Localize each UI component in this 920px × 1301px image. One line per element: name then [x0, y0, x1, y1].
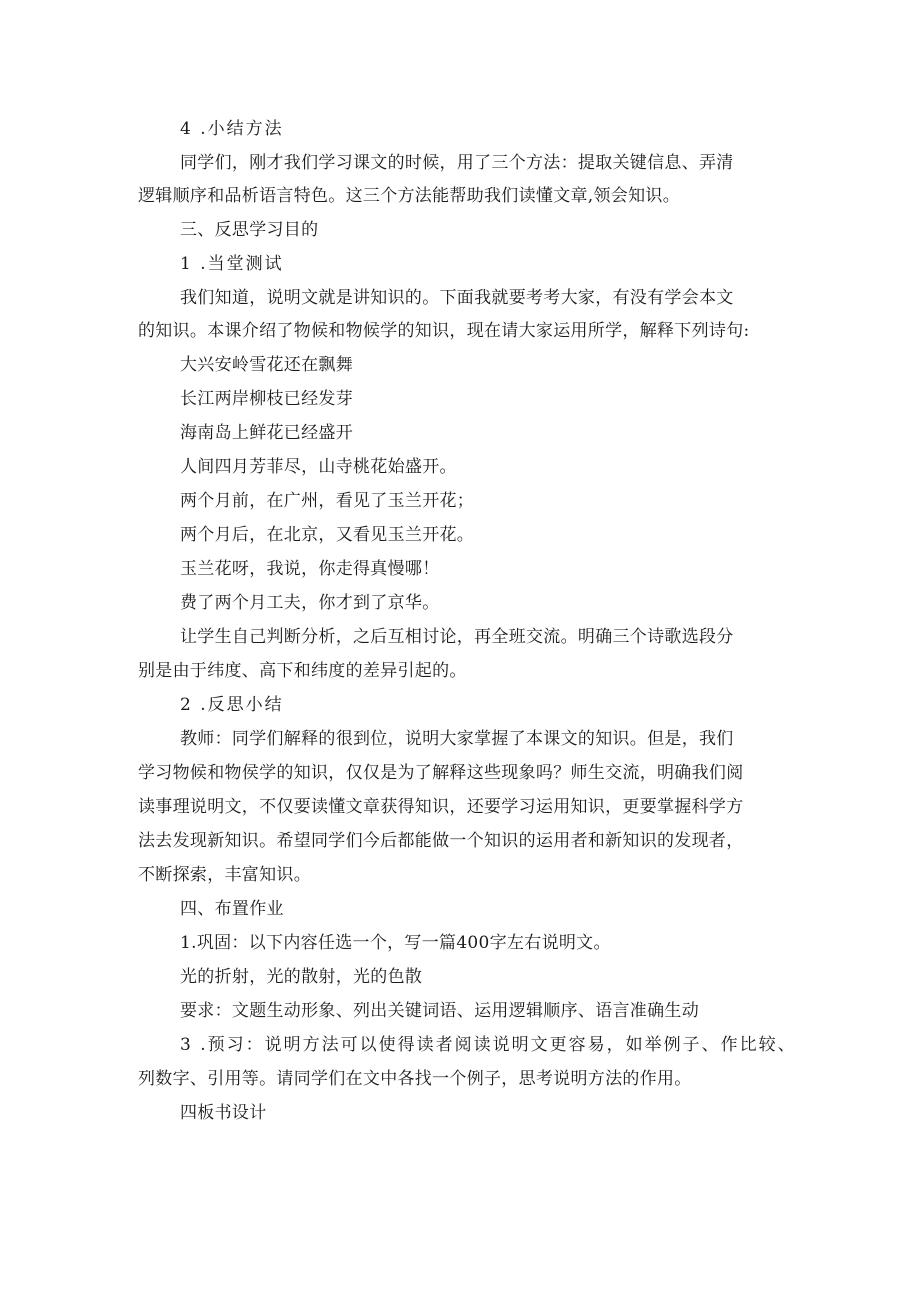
section-heading-board: 四板书设计 [180, 1103, 267, 1123]
paragraph-line: 读事理说明文，不仅要读懂文章获得知识，还要学习运用知识，更要掌握科学方 [138, 797, 744, 817]
subheading-reflection: 2 .反思小结 [180, 695, 284, 715]
paragraph-line: 的知识。本课介绍了物候和物候学的知识，现在请大家运用所学，解释下列诗句: [138, 321, 750, 341]
paragraph-line: 不断探索，丰富知识。 [138, 865, 311, 885]
paragraph-line: 让学生自己判断分析，之后互相讨论，再全班交流。明确三个诗歌选段分 [180, 627, 734, 647]
subheading-quiz: 1 .当堂测试 [180, 254, 284, 274]
homework-topics: 光的折射，光的散射，光的色散 [180, 967, 423, 987]
paragraph-line: 别是由于纬度、高下和纬度的差异引起的。 [138, 661, 467, 681]
poem-line: 海南岛上鲜花已经盛开 [180, 423, 353, 443]
poem-line: 玉兰花呀，我说，你走得真慢哪！ [180, 559, 440, 579]
homework-requirements: 要求：文题生动形象、列出关键词语、运用逻辑顺序、语言准确生动 [180, 1001, 699, 1021]
homework-item: 1.巩固：以下内容任选一个，写一篇400字左右说明文。 [180, 933, 611, 953]
section-heading-reflect: 三、反思学习目的 [180, 220, 319, 240]
poem-line: 人间四月芳菲尽，山寺桃花始盛开。 [180, 457, 457, 477]
paragraph-line: 同学们，刚才我们学习课文的时候，用了三个方法：提取关键信息、弄清 [180, 153, 734, 173]
section-heading-homework: 四、布置作业 [180, 899, 284, 919]
homework-preview: 3 .预习：说明方法可以使得读者阅读说明文更容易，如举例子、作比较、 [180, 1035, 797, 1055]
paragraph-line: 逻辑顺序和品析语言特色。这三个方法能帮助我们读懂文章,领会知识。 [138, 186, 681, 206]
poem-line: 两个月前，在广州，看见了玉兰开花； [180, 491, 475, 511]
paragraph-line: 我们知道，说明文就是讲知识的。下面我就要考考大家，有没有学会本文 [180, 288, 734, 308]
heading-summary-method: 4 .小结方法 [180, 119, 284, 139]
poem-line: 长江两岸柳枝已经发芽 [180, 389, 353, 409]
poem-line: 费了两个月工夫，你才到了京华。 [180, 593, 440, 613]
poem-line: 两个月后，在北京，又看见玉兰开花。 [180, 525, 475, 545]
poem-line: 大兴安岭雪花还在飘舞 [180, 355, 353, 375]
paragraph-line: 法去发现新知识。希望同学们今后都能做一个知识的运用者和新知识的发现者， [138, 831, 744, 851]
paragraph-line: 列数字、引用等。请同学们在文中各找一个例子，思考说明方法的作用。 [138, 1069, 692, 1089]
paragraph-line: 教师：同学们解释的很到位，说明大家掌握了本课文的知识。但是，我们 [180, 729, 734, 749]
paragraph-line: 学习物候和物侯学的知识，仅仅是为了解释这些现象吗？师生交流，明确我们阅 [138, 763, 744, 783]
